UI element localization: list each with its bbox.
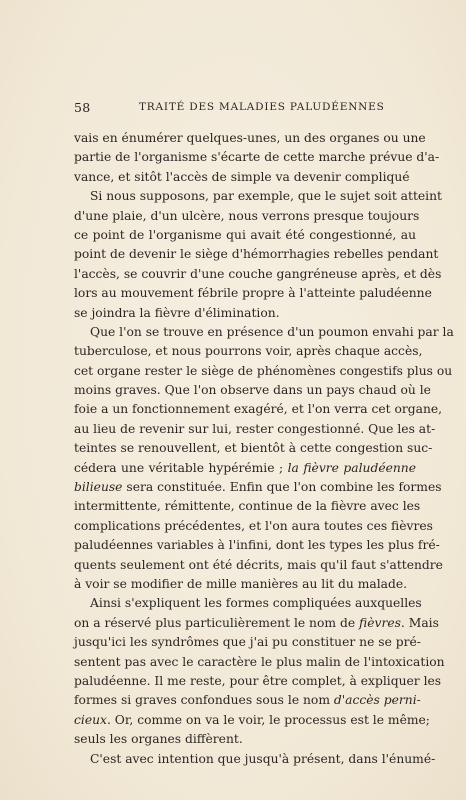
page-number: 58 <box>74 100 91 115</box>
text-segment: . Or, comme on va le voir, le processus est le même; <box>106 712 430 727</box>
text-line: l'accès, se couvrir d'une couche gangréneuse après, et dès <box>74 266 442 281</box>
running-head: TRAITÉ DES MALADIES PALUDÉENNES <box>139 101 385 113</box>
text-line: vais en énumérer quelques-unes, un des organes ou une <box>74 131 426 145</box>
text-line: sentent pas avec le caractère le plus malin de l'intoxication <box>74 654 445 669</box>
text-line: point de devenir le siège d'hémorrhagies rebelles pendant <box>74 247 439 262</box>
text-line: Si nous supposons, par exemple, que le sujet soit atteint <box>90 189 442 204</box>
text-line: lors au mouvement fébrile propre à l'atteinte paludéenne <box>74 286 432 301</box>
text-line <box>74 459 416 478</box>
text-line: à voir se modifier de mille manières au lit du malade. <box>74 576 408 591</box>
text-line: d'une plaie, d'un ulcère, nous verrons presque toujours <box>74 208 420 223</box>
text-line: vance, et sitôt l'accès de simple va devenir compliqué <box>74 169 410 184</box>
text-line: paludéenne. Il me reste, pour être complet, à expliquer les <box>74 673 442 688</box>
text-line: paludéennes variables à l'infini, dont les types les plus fré- <box>74 538 440 553</box>
text-line: ce point de l'organisme qui avait été congestionné, au <box>74 227 416 242</box>
text-segment: on a réservé plus particulièrement le nom de <box>74 615 360 630</box>
text-line: seuls les organes diffèrent. <box>74 732 243 747</box>
text-line <box>74 614 439 633</box>
text-line: teintes se renouvellent, et bientôt à cette congestion suc- <box>74 441 433 456</box>
body-text <box>74 129 454 769</box>
italic-term: bilieuse <box>74 480 123 495</box>
text-line: Que l'on se trouve en présence d'un poumon envahi par la <box>90 324 454 339</box>
text-line: C'est avec intention que jusqu'à présent, dans l'énumé- <box>90 751 436 766</box>
text-segment: sera constituée. Enfin que l'on combine les formes <box>122 480 442 495</box>
text-segment: . Mais <box>400 615 439 630</box>
text-line <box>74 691 421 710</box>
text-line: se joindra la fièvre d'élimination. <box>74 305 280 320</box>
text-line: foie a un fonctionnement exagéré, et l'on verra cet organe, <box>74 402 443 417</box>
italic-term: la fièvre paludéenne <box>287 460 416 475</box>
italic-term: cieux <box>74 712 107 727</box>
text-line: intermittente, rémittente, continue de la fièvre avec les <box>74 499 421 514</box>
page-header <box>74 100 416 116</box>
text-line <box>74 478 442 497</box>
text-line: moins graves. Que l'on observe dans un pays chaud où le <box>74 383 431 398</box>
text-line: cet organe rester le siège de phénomènes congestifs plus ou <box>74 363 453 378</box>
text-line: partie de l'organisme s'écarte de cette marche prévue d'a- <box>74 150 440 165</box>
italic-term: fièvres <box>359 615 401 630</box>
text-line: au lieu de revenir sur lui, rester congestionné. Que les at- <box>74 421 436 436</box>
text-line: tuberculose, et nous pourrons voir, après chaque accès, <box>74 344 423 359</box>
text-line: jusqu'ici les syndrômes que j'ai pu constituer ne se pré- <box>74 635 421 650</box>
italic-term: d'accès perni- <box>333 693 421 708</box>
text-segment: formes si graves confondues sous le nom <box>74 693 334 708</box>
text-line: quents seulement ont été décrits, mais qu'il faut s'attendre <box>74 557 443 572</box>
text-line: Ainsi s'expliquent les formes compliquées auxquelles <box>90 596 422 611</box>
text-line <box>74 711 430 730</box>
text-segment: cédera une véritable hypérémie ; <box>74 460 288 475</box>
text-line: complications précédentes, et l'on aura toutes ces fièvres <box>74 518 433 533</box>
